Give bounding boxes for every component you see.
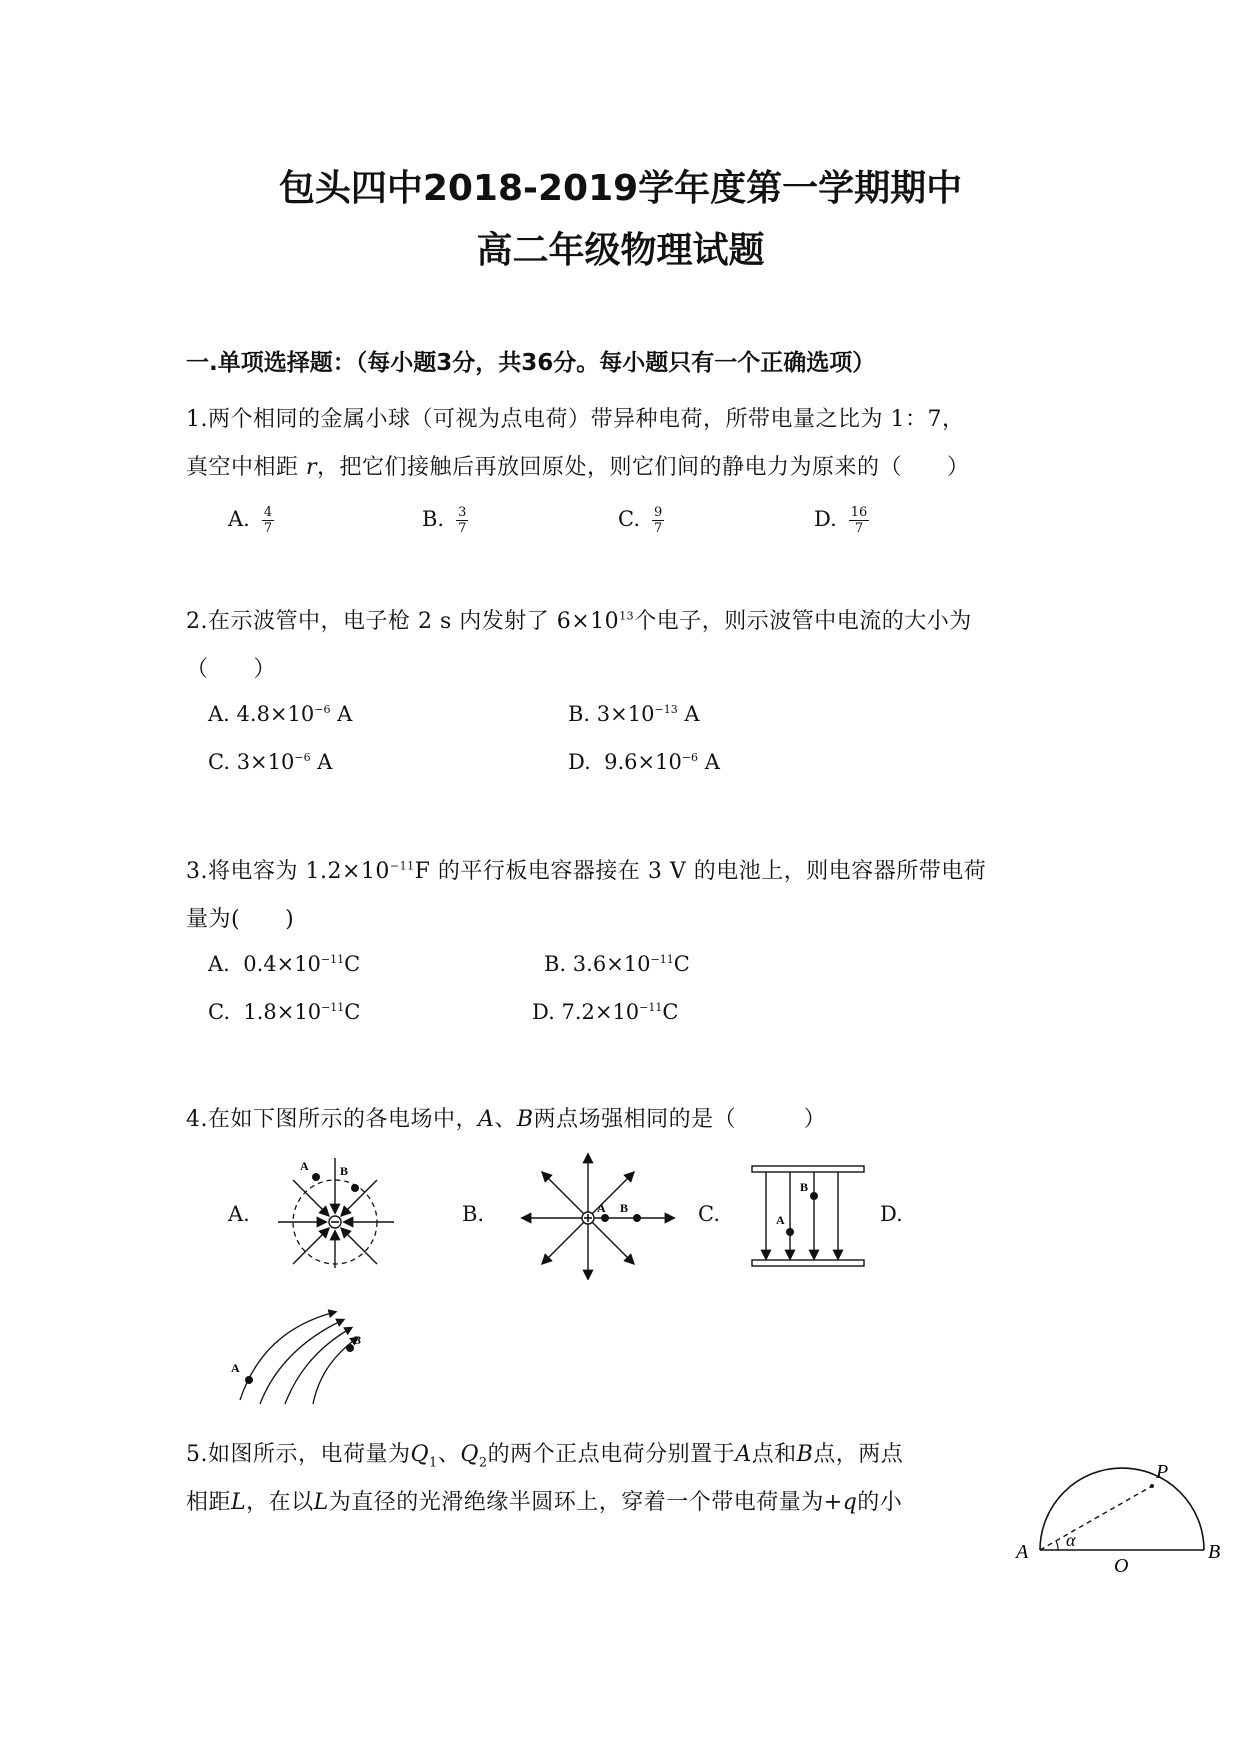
q3-line2: 量为( ) xyxy=(186,907,295,932)
point-a xyxy=(786,1228,794,1236)
bottom-plate xyxy=(752,1260,864,1266)
q3-line1: 3.将电容为 $1.2\times 10^{-11}F$ 的平行板电容器接在 3 V 的电池上，则电容器所带电荷 xyxy=(186,859,987,884)
q4-option-c-label[interactable]: C. xyxy=(698,1202,720,1226)
fraction: $\frac{9}{7}$ xyxy=(654,505,663,536)
figure-curved-field xyxy=(225,1300,375,1406)
label-b: B xyxy=(1208,1541,1221,1563)
label-a: A xyxy=(776,1213,785,1227)
q4-option-d-label[interactable]: D. xyxy=(880,1202,903,1226)
page-title: 包头四中2018-2019学年度第一学期期中 xyxy=(278,168,963,209)
q2-line2: （ ） xyxy=(186,657,277,682)
q4-option-b-label[interactable]: B. xyxy=(462,1202,485,1226)
dashed-line-ap xyxy=(1040,1486,1152,1550)
label-a: A xyxy=(300,1159,309,1173)
label-b: B xyxy=(800,1180,809,1194)
q1-line1: 1.两个相同的金属小球（可视为点电荷）带异种电荷，所带电量之比为 1：7， xyxy=(186,407,965,432)
q2-line1: 2.在示波管中，电子枪 2 s 内发射了 $6\times 10^{13}$个电子，则示波管中电流的大小为 xyxy=(186,609,972,634)
point-p xyxy=(1150,1484,1154,1488)
q1-option-b[interactable]: B. $\frac{3}{7}$ xyxy=(422,505,467,536)
label-a: A xyxy=(231,1361,240,1375)
figure-semicircle xyxy=(1010,1458,1230,1578)
q2-option-a[interactable]: A. $4.8\times 10^{-6}$ A xyxy=(208,702,353,726)
q1-option-c[interactable]: C. $\frac{9}{7}$ xyxy=(618,505,663,536)
label-b: B xyxy=(353,1333,362,1347)
page-subtitle: 高二年级物理试题 xyxy=(476,230,765,271)
q3-option-a[interactable]: A. $0.4\times 10^{-11}C$ xyxy=(208,952,361,976)
q4-option-a-label[interactable]: A. xyxy=(228,1202,250,1226)
q2-option-c[interactable]: C. $3\times 10^{-6}$ A xyxy=(208,750,333,774)
q5-line2: 相距L，在以L为直径的光滑绝缘半圆环上，穿着一个带电荷量为+q的小 xyxy=(186,1490,903,1515)
figure-negative-charge xyxy=(278,1150,398,1270)
figure-parallel-plates xyxy=(748,1164,868,1270)
point-a xyxy=(312,1173,320,1181)
label-p: P xyxy=(1156,1461,1169,1483)
q5-line1: 5.如图所示，电荷量为$Q_1$、$Q_2$的两个正点电荷分别置于A点和B点，两点 xyxy=(186,1442,904,1471)
fraction: $\frac{4}{7}$ xyxy=(263,505,273,536)
label-a: A xyxy=(1016,1541,1029,1563)
angle-arc xyxy=(1056,1541,1058,1550)
top-plate xyxy=(752,1166,864,1172)
fraction: $\frac{3}{7}$ xyxy=(458,505,467,536)
q1-line2: 真空中相距 r，把它们接触后再放回原处，则它们间的静电力为原来的（ ） xyxy=(186,455,970,480)
label-b: B xyxy=(340,1164,349,1178)
section-heading: 一.单项选择题：（每小题3分，共36分。每小题只有一个正确选项） xyxy=(186,350,876,376)
q3-option-c[interactable]: C. $1.8\times 10^{-11}C$ xyxy=(208,1000,361,1024)
point-a xyxy=(601,1214,609,1222)
semicircle-arc xyxy=(1040,1468,1204,1550)
label-b: B xyxy=(620,1201,629,1215)
q3-option-d[interactable]: D. $7.2\times 10^{-11}C$ xyxy=(532,1000,679,1024)
point-b xyxy=(351,1184,359,1192)
q3-option-b[interactable]: B. $3.6\times 10^{-11}C$ xyxy=(544,952,690,976)
q1-option-d[interactable]: D. $\frac{16}{7}$ xyxy=(814,505,868,536)
point-b xyxy=(810,1192,818,1200)
label-alpha: α xyxy=(1066,1530,1076,1550)
figure-positive-charge xyxy=(515,1150,680,1280)
point-a xyxy=(245,1376,253,1384)
label-o: O xyxy=(1114,1555,1129,1577)
fraction: $\frac{16}{7}$ xyxy=(850,505,868,536)
q4-line1: 4.在如下图所示的各电场中，A、B两点场强相同的是（ ） xyxy=(186,1107,827,1132)
label-a: A xyxy=(597,1201,606,1215)
point-b xyxy=(633,1214,641,1222)
q1-option-a[interactable]: A. $\frac{4}{7}$ xyxy=(228,505,273,536)
q2-option-d[interactable]: D. $9.6\times 10^{-6}$ A xyxy=(568,750,720,774)
q2-option-b[interactable]: B. $3\times 10^{-13}$ A xyxy=(568,702,700,726)
